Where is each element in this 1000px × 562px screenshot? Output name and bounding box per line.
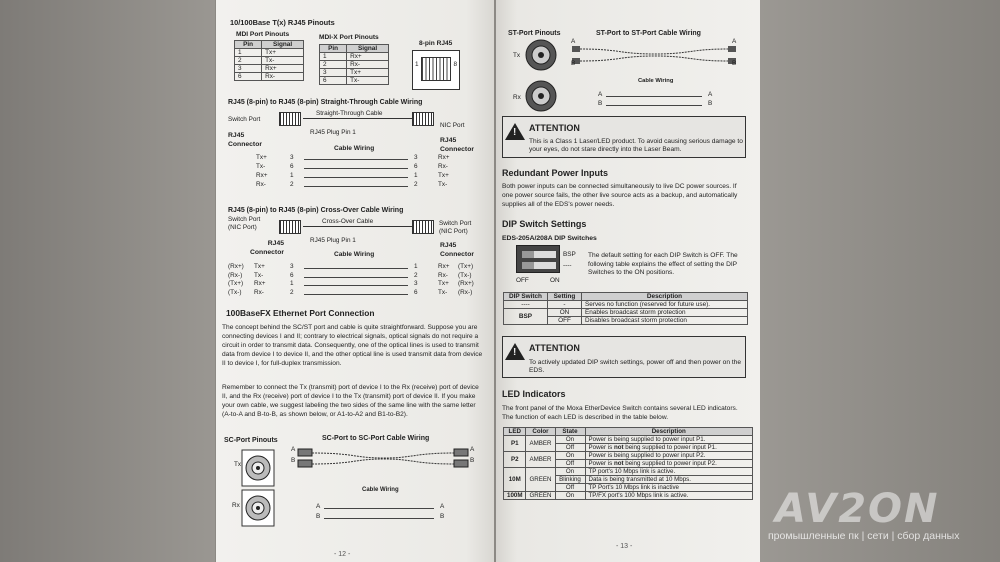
- table-row: 2 Tx-: [235, 57, 304, 65]
- rj45-plug-right: [412, 220, 434, 234]
- wire-signal-right: Tx+: [438, 280, 449, 287]
- sc-wiring-title: SC-Port to SC-Port Cable Wiring: [322, 435, 430, 442]
- dip-description: The default setting for each DIP Switch is OFF. The following table explains the effect of setting the DIP Switches to the ON positions.: [588, 252, 738, 277]
- st-wiring-title: ST-Port to ST-Port Cable Wiring: [596, 30, 701, 37]
- rj45-plug-left: [279, 220, 301, 234]
- table-header: Description: [582, 293, 748, 301]
- warning-icon: [505, 343, 525, 360]
- st-pinouts-title: ST-Port Pinouts: [508, 30, 561, 37]
- mdi-table: [234, 40, 304, 81]
- dip-dashes-label: ----: [563, 262, 572, 269]
- connector-left-label: RJ45 Connector: [250, 240, 284, 256]
- switch-port-label: Switch Port: [228, 116, 261, 123]
- led-indicators-text: The front panel of the Moxa EtherDevice Switch contains several LED indicators. The function of each LED is described in the table below.: [502, 405, 738, 421]
- table-row: 2 Rx-: [320, 61, 389, 69]
- wire-pin-left: 3: [290, 263, 294, 270]
- wire-line: [304, 168, 408, 169]
- wire-paren-left: (Tx+): [228, 280, 244, 287]
- table-header: State: [555, 428, 585, 436]
- st-wire-a-left: A: [598, 91, 603, 98]
- table-row: 6 Rx-: [235, 73, 304, 81]
- table-header: Color: [526, 428, 555, 436]
- right-port-label: Switch Port (NIC Port): [439, 220, 472, 235]
- connector-right-label: RJ45 Connector: [440, 137, 474, 153]
- redundant-power-title: Redundant Power Inputs: [502, 168, 609, 178]
- table-header: Signal: [262, 41, 304, 49]
- table-surface-left: [0, 0, 215, 562]
- table-row: 10M GREEN On TP port's 10 Mbps link is active.: [504, 468, 753, 476]
- sc-wire-b-left: B: [316, 513, 321, 520]
- page-number: - 12 -: [334, 551, 351, 558]
- wire-signal-left: Rx-: [256, 181, 266, 188]
- st-a-right: A: [732, 38, 737, 45]
- st-b-left: B: [571, 60, 576, 67]
- table-row: OFF Disables broadcast storm protection: [504, 317, 748, 325]
- wire-pin-left: 2: [290, 288, 294, 296]
- wire-pin-right: 2: [414, 271, 418, 279]
- rj45-pinouts-title: 10/100Base T(x) RJ45 Pinouts: [230, 18, 335, 27]
- mdix-table: [319, 44, 389, 85]
- sc-a-left: A: [291, 446, 296, 453]
- wire-paren-right: (Rx+): [458, 280, 474, 287]
- table-row: Blinking Data is being transmitted at 10 Mbps.: [504, 476, 753, 484]
- table-row: BSP ON Enables broadcast storm protection: [504, 309, 748, 317]
- table-row: 1 Rx+: [320, 53, 389, 61]
- st-cable-wiring-label: Cable Wiring: [638, 78, 674, 84]
- sc-wire-a-right: A: [440, 503, 445, 510]
- sc-a-right: A: [470, 446, 475, 453]
- attention-box-dip: [502, 336, 746, 378]
- st-wire-b-left: B: [598, 100, 603, 107]
- attention-title: ATTENTION: [529, 343, 580, 353]
- wire-pin-right: 1: [414, 172, 418, 179]
- wire-line: [304, 294, 408, 295]
- nic-port-label: NIC Port: [440, 122, 465, 129]
- dip-switch-drawing: [516, 245, 560, 273]
- cross-over-title: RJ45 (8-pin) to RJ45 (8-pin) Cross-Over Cable Wiring: [228, 207, 404, 214]
- warning-icon: [505, 123, 525, 140]
- wire-signal-right: Tx-: [438, 288, 448, 296]
- wire-paren-left: (Tx-): [228, 288, 242, 296]
- straight-through-title: RJ45 (8-pin) to RJ45 (8-pin) Straight-Through Cable Wiring: [228, 99, 423, 106]
- table-row: Off Power is not being supplied to power input P2.: [504, 460, 753, 468]
- sc-wire-b-right: B: [440, 513, 445, 520]
- sc-wire-a: [324, 508, 434, 509]
- table-row: 3 Rx+: [235, 65, 304, 73]
- table-header: LED: [504, 428, 526, 436]
- st-cable-drawing: [570, 44, 740, 70]
- wire-pin-left: 3: [290, 154, 294, 161]
- dip-switch-title: DIP Switch Settings: [502, 219, 587, 229]
- watermark-tagline: промышленные пк | сети | сбор данных: [768, 530, 960, 542]
- mdi-title: MDI Port Pinouts: [236, 31, 290, 38]
- cable-label: Straight-Through Cable: [316, 110, 383, 117]
- wire-pin-right: 6: [414, 163, 418, 170]
- sc-cable-drawing: [294, 446, 474, 476]
- table-row: 1 Tx+: [235, 49, 304, 57]
- table-header: Signal: [347, 45, 389, 53]
- wire-signal-right: Tx+: [438, 172, 449, 179]
- wire-pin-left: 6: [290, 163, 294, 170]
- wire-pin-right: 3: [414, 154, 418, 161]
- rj45-jack-diagram: [412, 50, 460, 90]
- wire-signal-left: Tx+: [254, 263, 265, 270]
- wire-paren-left: (Rx-): [228, 271, 243, 279]
- wire-signal-left: Tx+: [256, 154, 267, 161]
- table-row: P1 AMBER On Power is being supplied to power input P1.: [504, 436, 753, 444]
- st-port-drawing: [524, 38, 558, 114]
- cable-wiring-label: Cable Wiring: [334, 145, 375, 152]
- wire-line: [304, 177, 408, 178]
- attention-title: ATTENTION: [529, 123, 580, 133]
- dip-on-label: ON: [550, 277, 560, 284]
- sc-cable-wiring-label: Cable Wiring: [362, 487, 399, 493]
- fx-paragraph-1: The concept behind the SC/ST port and cable is quite straightforward. Suppose you are connecting devices I and II; contrary to electrical signals, optical signals do not require a circuit in order to transmit data. Consequently, one of the optical lines is used to transmit data from device I to device II, and the other optical line is used transmit data from device II to device I, for full-duplex transmission.: [222, 324, 483, 367]
- dip-off-label: OFF: [516, 277, 529, 284]
- wire-signal-left: Tx-: [256, 163, 266, 170]
- dip-bsp-label: BSP: [563, 251, 576, 258]
- connector-right-label: RJ45 Connector: [440, 242, 474, 258]
- dip-switch-subtitle: EDS-205A/208A DIP Switches: [502, 235, 597, 242]
- cable-label: Cross-Over Cable: [322, 218, 374, 225]
- st-wire-a: [606, 96, 702, 97]
- sc-tx-label: Tx: [234, 461, 242, 468]
- table-row: ---- - Serves no function (reserved for future use).: [504, 301, 748, 309]
- wire-signal-left: Rx+: [254, 280, 266, 287]
- wire-paren-right: (Tx-): [458, 271, 472, 279]
- wire-signal-right: Tx-: [438, 181, 448, 188]
- switch-port-label: Switch Port (NIC Port): [228, 216, 261, 231]
- manual-page-12: [216, 0, 494, 562]
- watermark-logo: AV2ON: [775, 486, 940, 532]
- plug-pin-label: RJ45 Plug Pin 1: [310, 237, 356, 244]
- manual-page-13: [496, 0, 760, 562]
- wire-signal-left: Tx-: [254, 271, 264, 279]
- st-a-left: A: [571, 38, 576, 45]
- wire-signal-left: Rx-: [254, 288, 264, 296]
- wire-signal-right: Rx+: [438, 263, 450, 270]
- wire-pin-left: 2: [290, 181, 294, 188]
- wire-line: [304, 285, 408, 286]
- attention-box-laser: [502, 116, 746, 158]
- wire-pin-right: 6: [414, 288, 418, 296]
- sc-b-right: B: [470, 457, 475, 464]
- wire-paren-right: (Tx+): [458, 263, 474, 270]
- sc-rx-label: Rx: [232, 502, 240, 509]
- fx-section-title: 100BaseFX Ethernet Port Connection: [226, 308, 375, 318]
- attention-text: This is a Class 1 Laser/LED product. To avoid causing serious damage to your eyes, do not stare directly into the Laser Beam.: [529, 138, 743, 153]
- sc-wire-a-left: A: [316, 503, 321, 510]
- table-row: 3 Tx+: [320, 69, 389, 77]
- wire-signal-right: Rx+: [438, 154, 450, 161]
- wire-signal-right: Rx-: [438, 163, 448, 170]
- connector-left-label: RJ45 Connector: [228, 132, 262, 148]
- st-tx-label: Tx: [513, 52, 521, 59]
- wire-signal-left: Rx+: [256, 172, 268, 179]
- plug-pin-label: RJ45 Plug Pin 1: [310, 129, 356, 136]
- rj45-plug-right: [412, 112, 434, 126]
- table-row: Off TP Port's 10 Mbps link is inactive: [504, 484, 753, 492]
- redundant-power-text: Both power inputs can be connected simultaneously to live DC power sources. If one power source fails, the other live source acts as a backup, and automatically supplies all of the EDS's power needs.: [502, 183, 738, 208]
- st-wire-b-right: B: [708, 100, 713, 107]
- wire-line: [304, 186, 408, 187]
- led-indicators-title: LED Indicators: [502, 389, 566, 399]
- table-header: Pin: [320, 45, 347, 53]
- sc-port-drawing: [240, 446, 280, 530]
- cable-wiring-label: Cable Wiring: [334, 251, 375, 258]
- wire-pin-right: 2: [414, 181, 418, 188]
- table-header: Pin: [235, 41, 262, 49]
- st-wire-a-right: A: [708, 91, 713, 98]
- rj45-plug-left: [279, 112, 301, 126]
- sc-wire-b: [324, 518, 434, 519]
- wire-pin-right: 3: [414, 280, 418, 287]
- wire-pin-right: 1: [414, 263, 418, 270]
- table-header: Setting: [548, 293, 582, 301]
- fx-paragraph-2: Remember to connect the Tx (transmit) port of device I to the Rx (receive) port of device II, and the Rx (receive) port of device I to the Tx (transmit) port of device II. If you make your own cable, we suggest labeling the two sides of the same line with the same letter (A-to-A and B-to-B, as shown below, or A1-to-A2 and B1-to-B2).: [222, 384, 479, 418]
- attention-text: To actively updated DIP switch settings, power off and then power on the EDS.: [529, 359, 741, 374]
- page-number: - 13 -: [616, 543, 633, 550]
- table-row: 100M GREEN On TP/FX port's 100 Mbps link is active.: [504, 492, 753, 500]
- table-surface-right: [760, 0, 1000, 562]
- wire-pin-left: 1: [290, 280, 294, 287]
- wire-paren-right: (Rx-): [458, 288, 473, 296]
- table-header: Description: [585, 428, 753, 436]
- wire-paren-left: (Rx+): [228, 263, 244, 270]
- table-row: P2 AMBER On Power is being supplied to power input P2.: [504, 452, 753, 460]
- st-rx-label: Rx: [513, 94, 521, 101]
- table-header: DIP Switch: [504, 293, 548, 301]
- pin-8-label: 8: [453, 61, 457, 68]
- wire-pin-left: 6: [290, 271, 294, 279]
- mdix-title: MDI-X Port Pinouts: [319, 34, 379, 41]
- dip-table: [503, 292, 748, 325]
- wire-signal-right: Rx-: [438, 271, 448, 279]
- wire-line: [304, 268, 408, 269]
- led-table: [503, 427, 753, 500]
- pin-1-label: 1: [415, 61, 419, 68]
- table-row: Off Power is not being supplied to power input P1.: [504, 444, 753, 452]
- wire-pin-left: 1: [290, 172, 294, 179]
- sc-b-left: B: [291, 457, 296, 464]
- wire-line: [304, 159, 408, 160]
- st-b-right: B: [732, 60, 737, 67]
- st-wire-b: [606, 105, 702, 106]
- table-row: 6 Tx-: [320, 77, 389, 85]
- wire-line: [304, 277, 408, 278]
- sc-pinouts-title: SC-Port Pinouts: [224, 437, 278, 444]
- rj45-label: 8-pin RJ45: [419, 40, 453, 47]
